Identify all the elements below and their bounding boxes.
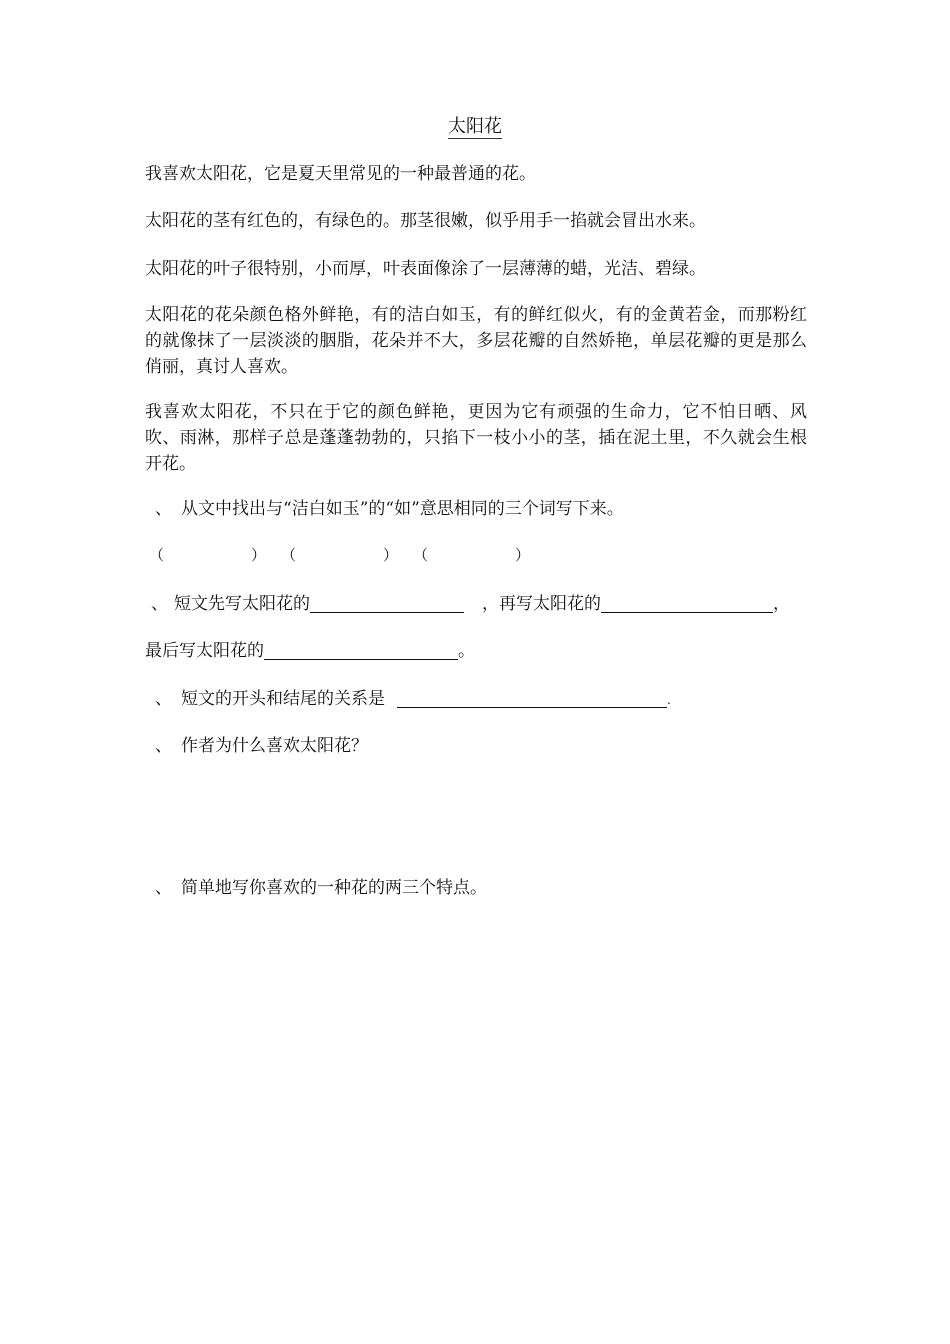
answer-area-4[interactable] bbox=[145, 766, 807, 866]
question-1-text: 从文中找出与“洁白如玉”的“如”意思相同的三个词写下来。 bbox=[181, 499, 624, 519]
paragraph-3: 太阳花的叶子很特别，小而厚，叶表面像涂了一层薄薄的蜡，光洁、碧绿。 bbox=[145, 259, 706, 279]
question-4-text: 作者为什么喜欢太阳花？ bbox=[181, 736, 368, 756]
question-3-text: 短文的开头和结尾的关系是 bbox=[181, 689, 385, 709]
question-mark: 、 bbox=[155, 878, 172, 898]
answer-blank-2b[interactable] bbox=[601, 592, 773, 613]
paren-open-1: （ bbox=[149, 546, 165, 564]
paragraph-1: 我喜欢太阳花，它是夏天里常见的一种最普通的花。 bbox=[145, 164, 536, 184]
page-title-text: 太阳花 bbox=[448, 116, 502, 137]
question-2-text-2: ，再写太阳花的 bbox=[482, 594, 601, 614]
question-5 bbox=[145, 875, 487, 901]
paren-open-2: （ bbox=[281, 546, 297, 564]
paren-open-3: （ bbox=[413, 546, 429, 564]
question-mark: 、 bbox=[155, 499, 172, 519]
question-2-text-3: ， bbox=[773, 594, 790, 614]
page-title bbox=[0, 116, 950, 138]
paren-close-3: ） bbox=[515, 546, 531, 564]
paren-close-1: ） bbox=[251, 546, 267, 564]
answer-blank-2c[interactable] bbox=[264, 639, 458, 660]
paragraph-4: 太阳花的花朵颜色格外鲜艳，有的洁白如玉，有的鲜红似火，有的金黄若金，而那粉红的就像抹了一层淡淡的胭脂，花朵并不大，多层花瓣的自然娇艳，单层花瓣的更是那么俏丽，真讨人喜欢。 bbox=[145, 305, 807, 377]
answer-blank-2a[interactable] bbox=[310, 592, 464, 613]
question-mark: 、 bbox=[155, 736, 172, 756]
answer-blank-3[interactable] bbox=[397, 687, 667, 708]
question-mark: 、 bbox=[155, 689, 172, 709]
question-5-text: 简单地写你喜欢的一种花的两三个特点。 bbox=[181, 878, 487, 898]
answer-parens-row bbox=[145, 544, 529, 566]
answer-area-5[interactable] bbox=[145, 908, 807, 1048]
question-3 bbox=[145, 686, 671, 713]
paragraph-2: 太阳花的茎有红色的，有绿色的。那茎很嫩，似乎用手一掐就会冒出水来。 bbox=[145, 211, 706, 231]
question-2-text-1: 短文先写太阳花的 bbox=[174, 594, 310, 614]
question-4 bbox=[145, 733, 368, 759]
question-1 bbox=[145, 496, 624, 522]
question-2 bbox=[145, 591, 790, 617]
question-3-end: . bbox=[667, 693, 671, 707]
paragraph-5: 我喜欢太阳花，不只在于它的颜色鲜艳，更因为它有顽强的生命力，它不怕日晒、风吹、雨淋，那样子总是蓬蓬勃勃的，只掐下一枝小小的茎，插在泥土里，不久就会生根开花。 bbox=[145, 402, 807, 474]
question-2-text-5: 。 bbox=[458, 641, 475, 661]
question-mark: 、 bbox=[151, 594, 168, 614]
question-2-text-4: 最后写太阳花的 bbox=[145, 641, 264, 661]
question-2-cont bbox=[145, 638, 475, 664]
paren-close-2: ） bbox=[383, 546, 399, 564]
